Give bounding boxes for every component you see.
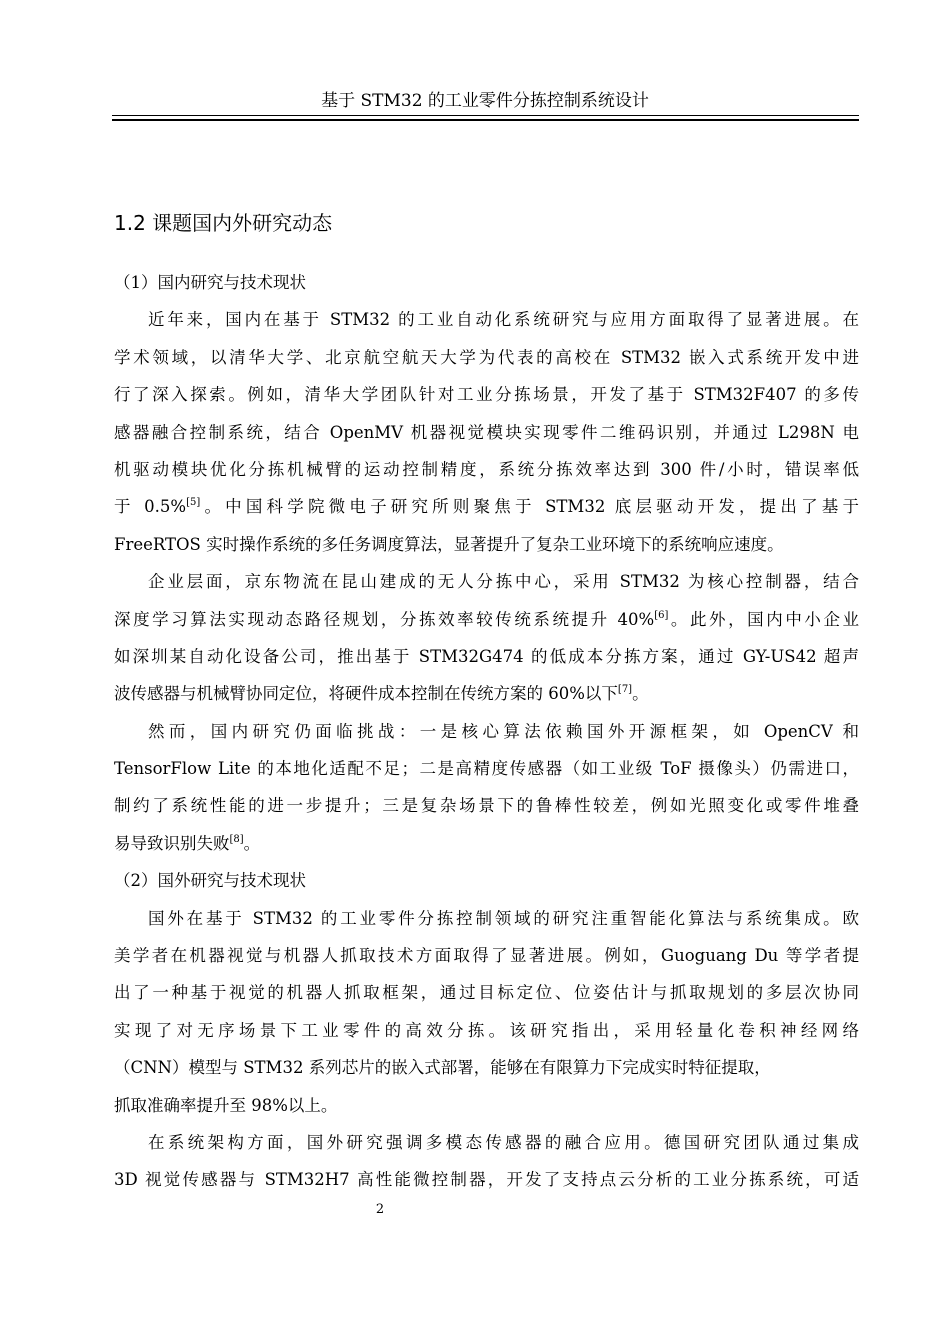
paragraph-line: 如深圳某自动化设备公司，推出基于 STM32G474 的低成本分拣方案，通过 GY-US42 超声 bbox=[114, 646, 859, 666]
paragraph-line: 感器融合控制系统，结合 OpenMV 机器视觉模块实现零件二维码识别，并通过 L298N 电 bbox=[114, 422, 859, 442]
body-text bbox=[114, 264, 859, 1199]
paragraph-line: TensorFlow Lite 的本地化适配不足；二是高精度传感器（如工业级 ToF 摄像头）仍需进口， bbox=[114, 759, 859, 779]
paragraph-line: 近年来，国内在基于 STM32 的工业自动化系统研究与应用方面取得了显著进展。在 bbox=[148, 310, 859, 330]
paragraph-line bbox=[114, 825, 859, 862]
paragraph-line: 国外在基于 STM32 的工业零件分拣控制领域的研究注重智能化算法与系统集成。欧 bbox=[148, 908, 859, 928]
header-rule-thick bbox=[112, 119, 859, 121]
text-run: 。此外，国内中小企业 bbox=[668, 609, 860, 629]
paragraph-line bbox=[114, 675, 859, 712]
paragraph-line: 行了深入探索。例如，清华大学团队针对工业分拣场景，开发了基于 STM32F407 的多传 bbox=[114, 385, 859, 405]
text-run: 易导致识别失败 bbox=[114, 833, 230, 853]
section-title: 1.2 课题国内外研究动态 bbox=[114, 211, 333, 235]
text-run: 。中国科学院微电子研究所则聚焦于 STM32 底层驱动开发，提出了基于 bbox=[200, 497, 859, 517]
paragraph-line: 实现了对无序场景下工业零件的高效分拣。该研究指出，采用轻量化卷积神经网络 bbox=[114, 1020, 859, 1040]
header-rule-thin bbox=[112, 115, 859, 116]
paragraph-line: 企业层面，京东物流在昆山建成的无人分拣中心，采用 STM32 为核心控制器，结合 bbox=[148, 572, 859, 592]
paragraph-line bbox=[114, 601, 859, 638]
text-run: 深度学习算法实现动态路径规划，分拣效率较传统系统提升 40% bbox=[114, 609, 655, 629]
paragraph-line: 制约了系统性能的进一步提升；三是复杂场景下的鲁棒性较差，例如光照变化或零件堆叠 bbox=[114, 796, 859, 816]
running-header: 基于 STM32 的工业零件分拣控制系统设计 bbox=[321, 91, 649, 111]
paragraph-line: 学术领域，以清华大学、北京航空航天大学为代表的高校在 STM32 嵌入式系统开发中进 bbox=[114, 347, 859, 367]
text-run: 波传感器与机械臂协同定位，将硬件成本控制在传统方案的 60%以下 bbox=[114, 684, 618, 704]
citation-ref: [6] bbox=[654, 609, 669, 621]
citation-ref: [7] bbox=[617, 684, 633, 696]
text-run: 。 bbox=[243, 833, 261, 853]
paragraph-line: 美学者在机器视觉与机器人抓取技术方面取得了显著进展。例如，Guoguang Du 等学者提 bbox=[114, 946, 859, 966]
paragraph-line: 机驱动模块优化分拣机械臂的运动控制精度，系统分拣效率达到 300 件/小时，错误率低 bbox=[114, 459, 859, 479]
citation-ref: [8] bbox=[229, 833, 244, 845]
subheading-domestic: （1）国内研究与技术现状 bbox=[114, 273, 306, 292]
paragraph-line bbox=[114, 488, 859, 525]
paragraph-line: 3D 视觉传感器与 STM32H7 高性能微控制器，开发了支持点云分析的工业分拣系统，可适 bbox=[114, 1170, 859, 1190]
paragraph-line: FreeRTOS 实时操作系统的多任务调度算法，显著提升了复杂工业环境下的系统响应速度。 bbox=[114, 534, 784, 554]
paragraph-line: 出了一种基于视觉的机器人抓取框架，通过目标定位、位姿估计与抓取规划的多层次协同 bbox=[114, 983, 859, 1003]
subheading-foreign: （2）国外研究与技术现状 bbox=[114, 871, 306, 891]
page-number: 2 bbox=[375, 1202, 385, 1217]
paragraph-line: 然而，国内研究仍面临挑战：一是核心算法依赖国外开源框架，如 OpenCV 和 bbox=[148, 721, 859, 741]
paragraph-line: （CNN）模型与 STM32 系列芯片的嵌入式部署，能够在有限算力下完成实时特征提取， bbox=[114, 1058, 771, 1078]
paragraph-line: 在系统架构方面，国外研究强调多模态传感器的融合应用。德国研究团队通过集成 bbox=[148, 1132, 859, 1152]
paragraph-line: 抓取准确率提升至 98%以上。 bbox=[114, 1095, 338, 1115]
citation-ref: [5] bbox=[186, 497, 201, 509]
text-run: 。 bbox=[632, 684, 649, 704]
text-run: 于 0.5% bbox=[114, 497, 187, 517]
